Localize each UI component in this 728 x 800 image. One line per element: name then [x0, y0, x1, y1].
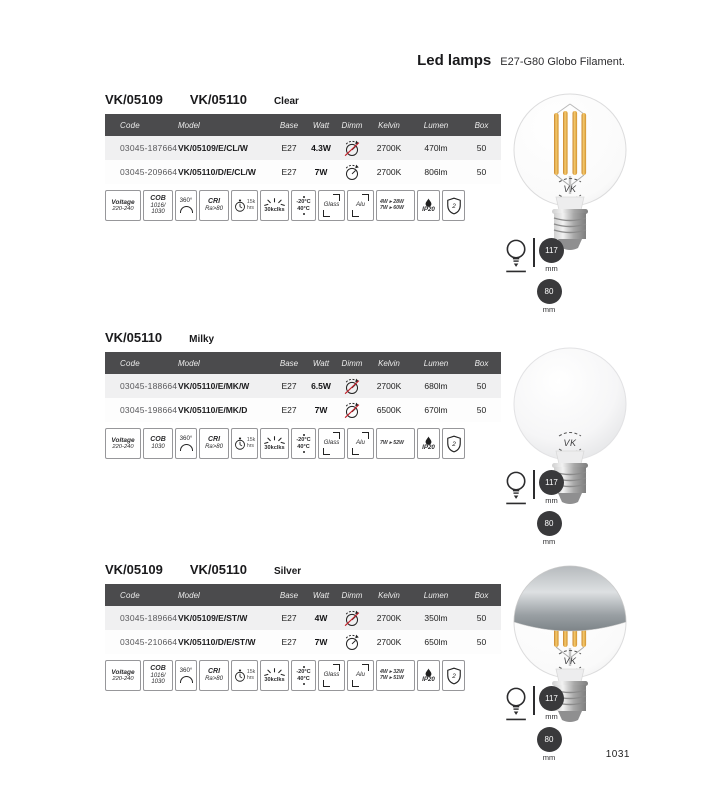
cell-code: 03045-209664: [120, 167, 178, 177]
svg-text:2: 2: [451, 440, 456, 448]
corner-bracket-icon: [333, 664, 340, 671]
alu-material-badge: Alu: [347, 428, 374, 459]
header-model: Model: [178, 120, 200, 130]
cell-box: 50: [476, 405, 487, 415]
header-kelvin: Kelvin: [378, 358, 400, 368]
height-measure-line: [533, 238, 535, 267]
table-row: [105, 398, 501, 422]
cell-lumen: 470lm: [424, 143, 448, 153]
header-kelvin: Kelvin: [378, 590, 400, 600]
shield-icon: [446, 435, 462, 453]
cell-lumen: 806lm: [424, 167, 448, 177]
cell-code: 03045-198664: [120, 405, 178, 415]
height-dimension-badge: 117: [539, 238, 564, 263]
beam-angle-badge: 360°: [175, 660, 197, 691]
silver-cap: [514, 566, 626, 631]
svg-text:VK: VK: [563, 656, 577, 666]
table-row: [105, 374, 501, 398]
header-watt: Watt: [312, 358, 330, 368]
header-dimm: Dimm: [341, 590, 363, 600]
svg-text:VK: VK: [563, 438, 577, 448]
section-title: [105, 562, 301, 577]
cob-badge: COB 1016/ 1030: [143, 190, 173, 221]
alu-material-badge: Alu: [347, 190, 374, 221]
section-title: [105, 330, 214, 345]
cell-model: VK/05109/E/CL/W: [178, 143, 248, 153]
page-header: [0, 52, 625, 70]
switching-cycles-badge: 30kclks: [260, 660, 289, 691]
height-measure-line: [533, 470, 535, 499]
stopwatch-icon: [234, 437, 246, 451]
spec-table: [105, 114, 501, 184]
cell-box: 50: [476, 637, 487, 647]
product-code-1: VK/05109: [105, 562, 163, 577]
header-box: Box: [474, 590, 489, 600]
cell-model: VK/05110/E/MK/W: [178, 381, 250, 391]
temp-dot: [303, 196, 305, 198]
beam-angle-badge: 360°: [175, 190, 197, 221]
warranty-badge: [442, 190, 465, 221]
cell-kelvin: 6500K: [376, 405, 402, 415]
header-dimm: Dimm: [341, 358, 363, 368]
beam-angle-badge: 360°: [175, 428, 197, 459]
finish-label: Clear: [273, 96, 299, 107]
header-code: Code: [120, 120, 140, 130]
dimmable-icon: [342, 162, 362, 182]
corner-bracket-icon: [333, 432, 340, 439]
dimmable-icon: [342, 376, 362, 396]
unit-label: mm: [545, 496, 558, 505]
glass-material-badge: Glass: [318, 428, 345, 459]
cell-code: 03045-187664: [120, 143, 178, 153]
beam-arc-icon: [180, 676, 193, 683]
lifespan-badge: 15k hrs: [231, 428, 258, 459]
feature-badges: [105, 660, 465, 691]
temp-dot: [303, 451, 305, 453]
cell-base: E27: [281, 167, 297, 177]
ip-rating-badge: IP20: [417, 428, 440, 459]
cell-code: 03045-188664: [120, 381, 178, 391]
header-watt: Watt: [312, 590, 330, 600]
header-kelvin: Kelvin: [378, 120, 400, 130]
dimmable-icon: [342, 138, 362, 158]
cell-base: E27: [281, 637, 297, 647]
svg-text:VK: VK: [563, 184, 577, 194]
svg-text:2: 2: [451, 202, 456, 210]
wattage-equivalent-badge: 7W ▸ 52W: [376, 428, 415, 459]
width-dimension-badge: 80: [537, 279, 562, 304]
table-row: [105, 630, 501, 654]
beam-arc-icon: [180, 444, 193, 451]
beam-arc-icon: [180, 206, 193, 213]
cell-kelvin: 2700K: [376, 613, 402, 623]
product-section: [0, 92, 728, 332]
temp-dot: [303, 434, 305, 436]
corner-bracket-icon: [352, 448, 359, 455]
table-row: [105, 160, 501, 184]
cell-model: VK/05110/E/MK/D: [178, 405, 248, 415]
temperature-range-badge: -20°C 40°C: [291, 428, 316, 459]
cell-model: VK/05110/D/E/CL/W: [178, 167, 256, 177]
product-section: [0, 562, 728, 800]
cell-kelvin: 2700K: [376, 381, 402, 391]
shield-icon: [446, 197, 462, 215]
cell-kelvin: 2700K: [376, 167, 402, 177]
ip-rating-badge: IP20: [417, 660, 440, 691]
cell-watt: 7W: [314, 167, 328, 177]
cell-kelvin: 2700K: [376, 637, 402, 647]
table-row: [105, 136, 501, 160]
product-code-2: VK/05110: [189, 92, 247, 107]
wattage-equivalent-badge: 4W ▸ 28W 7W ▸ 60W: [376, 190, 415, 221]
cell-lumen: 670lm: [424, 405, 448, 415]
voltage-badge: Voltage 220-240: [105, 428, 141, 459]
unit-label: mm: [542, 753, 556, 762]
feature-badges: [105, 190, 465, 221]
cell-base: E27: [281, 381, 297, 391]
width-dimension-badge: 80: [537, 727, 562, 752]
height-measure-line: [533, 686, 535, 715]
corner-bracket-icon: [323, 680, 330, 687]
product-code-1: VK/05109: [105, 92, 163, 107]
feature-badges: [105, 428, 465, 459]
corner-bracket-icon: [333, 194, 340, 201]
cob-badge: COB 1030: [143, 428, 173, 459]
warranty-badge: [442, 428, 465, 459]
cell-model: VK/05110/D/E/ST/W: [178, 637, 256, 647]
cell-watt: 7W: [314, 405, 328, 415]
alu-material-badge: Alu: [347, 660, 374, 691]
page-number: 1031: [605, 749, 630, 760]
stopwatch-icon: [234, 199, 246, 213]
width-dimension-badge: 80: [537, 511, 562, 536]
cell-watt: 6.5W: [311, 381, 331, 391]
unit-label: mm: [542, 305, 556, 314]
header-watt: Watt: [312, 120, 330, 130]
height-dimension-badge: 117: [539, 470, 564, 495]
switching-cycles-badge: 30kclks: [260, 190, 289, 221]
page-title: Led lamps: [417, 52, 492, 69]
header-code: Code: [120, 590, 140, 600]
header-model: Model: [178, 358, 200, 368]
shield-icon: [446, 667, 462, 685]
header-box: Box: [474, 358, 489, 368]
table-header-row: [105, 352, 501, 374]
section-title: [105, 92, 299, 107]
dimmable-icon: [342, 632, 362, 652]
bulb-outline-icon: [503, 686, 531, 724]
cell-watt: 4W: [314, 613, 328, 623]
cri-badge: CRI Ra>80: [199, 428, 229, 459]
cell-watt: 4.3W: [311, 143, 331, 153]
unit-label: mm: [542, 537, 556, 546]
corner-bracket-icon: [352, 210, 359, 217]
page-subtitle: E27-G80 Globo Filament.: [500, 56, 625, 68]
cell-lumen: 680lm: [424, 381, 448, 391]
cell-model: VK/05109/E/ST/W: [178, 613, 248, 623]
header-box: Box: [474, 120, 489, 130]
corner-bracket-icon: [323, 210, 330, 217]
corner-bracket-icon: [362, 664, 369, 671]
temperature-range-badge: -20°C 40°C: [291, 190, 316, 221]
header-lumen: Lumen: [423, 120, 449, 130]
bulb-outline-icon: [503, 238, 531, 276]
product-code-1: VK/05110: [105, 330, 163, 345]
finish-label: Silver: [273, 566, 302, 577]
cell-box: 50: [476, 613, 487, 623]
bulb-outline-icon: [503, 470, 531, 508]
height-dimension-badge: 117: [539, 686, 564, 711]
header-lumen: Lumen: [423, 590, 449, 600]
cri-badge: CRI Ra>80: [199, 190, 229, 221]
cell-code: 03045-210664: [120, 637, 178, 647]
header-base: Base: [279, 358, 299, 368]
corner-bracket-icon: [323, 448, 330, 455]
product-photo: [504, 88, 636, 260]
wattage-equivalent-badge: 4W ▸ 32W 7W ▸ 51W: [376, 660, 415, 691]
cell-base: E27: [281, 143, 297, 153]
product-section: [0, 330, 728, 570]
cob-badge: COB 1016/ 1030: [143, 660, 173, 691]
unit-label: mm: [545, 264, 558, 273]
sun-rays-icon: [264, 668, 285, 677]
table-header-row: [105, 114, 501, 136]
dimmable-icon: [342, 608, 362, 628]
sun-rays-icon: [264, 436, 285, 445]
sun-rays-icon: [264, 198, 285, 207]
voltage-badge: Voltage 220-240: [105, 660, 141, 691]
corner-bracket-icon: [362, 432, 369, 439]
warranty-badge: [442, 660, 465, 691]
spec-table: [105, 584, 501, 654]
header-dimm: Dimm: [341, 120, 363, 130]
cell-base: E27: [281, 405, 297, 415]
cell-box: 50: [476, 381, 487, 391]
dimensions-widget: [503, 686, 593, 762]
switching-cycles-badge: 30kclks: [260, 428, 289, 459]
header-code: Code: [120, 358, 140, 368]
dimensions-widget: [503, 238, 593, 314]
temp-dot: [303, 666, 305, 668]
glass-material-badge: Glass: [318, 660, 345, 691]
spec-table: [105, 352, 501, 422]
voltage-badge: Voltage 220-240: [105, 190, 141, 221]
corner-bracket-icon: [352, 680, 359, 687]
cell-base: E27: [281, 613, 297, 623]
table-row: [105, 606, 501, 630]
cell-watt: 7W: [314, 637, 328, 647]
table-header-row: [105, 584, 501, 606]
lifespan-badge: 15k hrs: [231, 660, 258, 691]
cell-lumen: 650lm: [424, 637, 448, 647]
product-code-2: VK/05110: [189, 562, 247, 577]
temp-dot: [303, 213, 305, 215]
header-base: Base: [279, 120, 299, 130]
cell-box: 50: [476, 143, 487, 153]
cell-code: 03045-189664: [120, 613, 178, 623]
lifespan-badge: 15k hrs: [231, 190, 258, 221]
unit-label: mm: [545, 712, 558, 721]
finish-label: Milky: [189, 334, 215, 345]
corner-bracket-icon: [362, 194, 369, 201]
dimmable-icon: [342, 400, 362, 420]
cell-lumen: 350lm: [424, 613, 448, 623]
header-lumen: Lumen: [423, 358, 449, 368]
stopwatch-icon: [234, 669, 246, 683]
cell-box: 50: [476, 167, 487, 177]
cell-kelvin: 2700K: [376, 143, 402, 153]
header-base: Base: [279, 590, 299, 600]
svg-text:2: 2: [451, 672, 456, 680]
temp-dot: [303, 683, 305, 685]
glass-material-badge: Glass: [318, 190, 345, 221]
cri-badge: CRI Ra>80: [199, 660, 229, 691]
header-model: Model: [178, 590, 200, 600]
temperature-range-badge: -20°C 40°C: [291, 660, 316, 691]
ip-rating-badge: IP20: [417, 190, 440, 221]
dimensions-widget: [503, 470, 593, 546]
